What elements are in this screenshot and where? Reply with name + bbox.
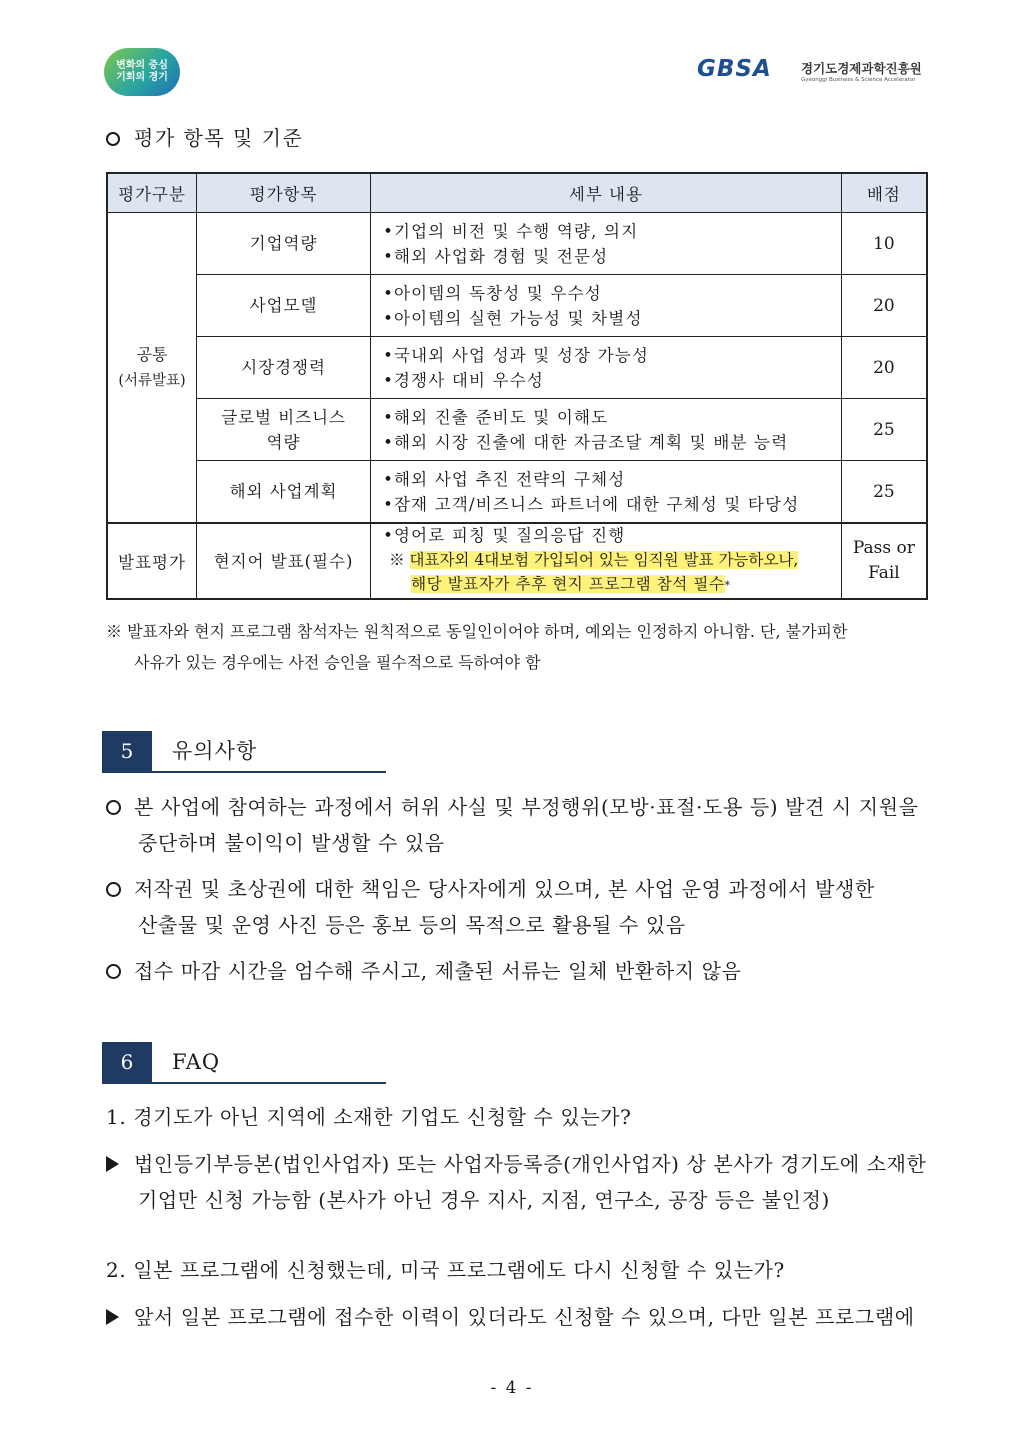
notice-text: 저작권 및 초상권에 대한 책임은 당사자에게 있으며, 본 사업 운영 과정에서 발생한 [134,877,875,901]
table-row [107,213,927,275]
detail-line: •잠재 고객/비즈니스 파트너에 대한 구체성 및 타당성 [383,494,800,514]
detail-line: •아이템의 독창성 및 우수성 [383,283,602,303]
gyeonggi-logo-line1: 변화의 중심 [116,60,168,71]
score-cell: 25 [841,461,927,524]
highlighted-note-line: 대표자외 4대보험 가입되어 있는 임직원 발표 가능하오나, [409,551,799,569]
table-row [107,461,927,524]
score-cell: 20 [841,337,927,399]
detail-line: •경쟁사 대비 우수성 [383,370,544,390]
circle-bullet-icon [106,964,121,979]
detail-line: •해외 시장 진출에 대한 자금조달 계획 및 배분 능력 [383,432,789,452]
detail-line: •아이템의 실현 가능성 및 차별성 [383,308,643,328]
gyeonggi-logo [104,48,180,96]
detail-line: •국내외 사업 성과 및 성장 가능성 [383,345,650,365]
detail-line: •해외 사업화 경험 및 전문성 [383,246,609,266]
detail-cell [371,399,842,461]
item-cell [197,275,371,337]
table-row [107,399,927,461]
notice-text: 산출물 및 운영 사진 등은 홍보 등의 목적으로 활용될 수 있음 [138,913,686,937]
footnote-line: 사유가 있는 경우에는 사전 승인을 필수적으로 득하여야 함 [134,653,541,672]
highlighted-note-line: 해당 발표자가 추후 현지 프로그램 참석 필수 [411,575,725,593]
detail-cell [371,213,842,275]
triangle-bullet-icon [106,1309,119,1325]
score-line: Pass or [852,538,915,558]
notice-item [106,953,936,989]
common-section-cell [107,213,197,524]
presentation-row [107,523,927,599]
item-label: 시장경쟁력 [241,358,326,377]
column-header: 평가항목 [197,173,371,213]
note-mark: ※ [389,551,405,569]
item-cell [197,337,371,399]
page-number: - 4 - [490,1378,534,1398]
column-header: 배점 [841,173,927,213]
item-label: 사업모델 [249,296,318,315]
section-5-header [102,731,386,773]
notice-item [106,871,936,943]
section-number: 5 [102,731,152,771]
answer-text: 기업만 신청 가능함 (본사가 아닌 경우 지사, 지점, 연구소, 공장 등은 불인정) [138,1188,830,1212]
score-cell: 10 [841,213,927,275]
note-star: * [724,579,731,592]
detail-line: •해외 진출 준비도 및 이해도 [383,407,609,427]
notice-text: 접수 마감 시간을 엄수해 주시고, 제출된 서류는 일체 반환하지 않음 [134,959,742,983]
section-label: 공통 [136,344,168,364]
circle-bullet-icon [106,882,121,897]
section-title: FAQ [172,1050,221,1074]
presentation-note-line2 [383,572,841,598]
detail-cell [371,461,842,524]
faq-answer [106,1299,936,1335]
circle-bullet-icon [106,132,120,146]
column-header: 평가구분 [107,173,197,213]
presentation-section-cell: 발표평가 [107,523,197,599]
score-cell: 20 [841,275,927,337]
faq-question: 1. 경기도가 아닌 지역에 소재한 기업도 신청할 수 있는가? [106,1105,632,1129]
circle-bullet-icon [106,800,121,815]
evaluation-table [106,172,928,600]
item-label: 글로벌 비즈니스 [221,407,346,427]
item-label: 기업역량 [249,234,318,253]
gbsa-logo [697,56,932,88]
presentation-score-cell [841,523,927,599]
table-row [107,275,927,337]
detail-line: •해외 사업 추진 전략의 구체성 [383,469,626,489]
answer-text: 법인등기부등본(법인사업자) 또는 사업자등록증(개인사업자) 상 본사가 경기도에 소재한 [134,1152,927,1176]
detail-line: •기업의 비전 및 수행 역량, 의지 [383,221,639,241]
score-line: Fail [868,563,900,583]
gyeonggi-logo-line2: 기회의 경기 [116,72,168,83]
table-header-row [107,173,927,213]
table-row [107,337,927,399]
score-cell: 25 [841,399,927,461]
presentation-detail-cell [371,523,842,599]
detail-cell [371,275,842,337]
item-label: 해외 사업계획 [229,482,338,501]
presentation-item-cell: 현지어 발표(필수) [197,523,371,599]
gbsa-logo-name: 경기도경제과학진흥원 [801,61,922,76]
item-cell [197,399,371,461]
eval-heading-text: 평가 항목 및 기준 [134,126,304,150]
table-footnote [106,616,936,678]
answer-text: 앞서 일본 프로그램에 접수한 이력이 있더라도 신청할 수 있으며, 다만 일본 프로그램에 [134,1305,915,1329]
faq-answer [106,1146,936,1218]
section-title: 유의사항 [172,739,258,763]
notice-item [106,789,936,861]
triangle-bullet-icon [106,1156,119,1172]
item-cell [197,461,371,524]
faq-question: 2. 일본 프로그램에 신청했는데, 미국 프로그램에도 다시 신청할 수 있는가? [106,1258,785,1282]
gbsa-logo-subtitle: Gyeonggi Business & Science Accelerator [801,77,916,83]
notice-text: 본 사업에 참여하는 과정에서 허위 사실 및 부정행위(모방·표절·도용 등) 발견 시 지원을 [134,795,919,819]
eval-heading [106,122,303,151]
item-label: 역량 [266,432,301,452]
gbsa-logo-mark: GBSA [697,56,772,82]
notice-text: 중단하며 불이익이 발생할 수 있음 [138,831,445,855]
section-6-header [102,1042,386,1084]
column-header: 세부 내용 [371,173,842,213]
detail-cell [371,337,842,399]
presentation-note [383,548,841,572]
section-sublabel: (서류발표) [118,372,186,389]
item-cell [197,213,371,275]
footnote-line: ※ 발표자와 현지 프로그램 참석자는 원칙적으로 동일인이어야 하며, 예외는 인정하지 아니함. 단, 불가피한 [106,622,848,641]
detail-line: •영어로 피칭 및 질의응답 진행 [383,526,626,545]
section-number: 6 [102,1042,152,1082]
